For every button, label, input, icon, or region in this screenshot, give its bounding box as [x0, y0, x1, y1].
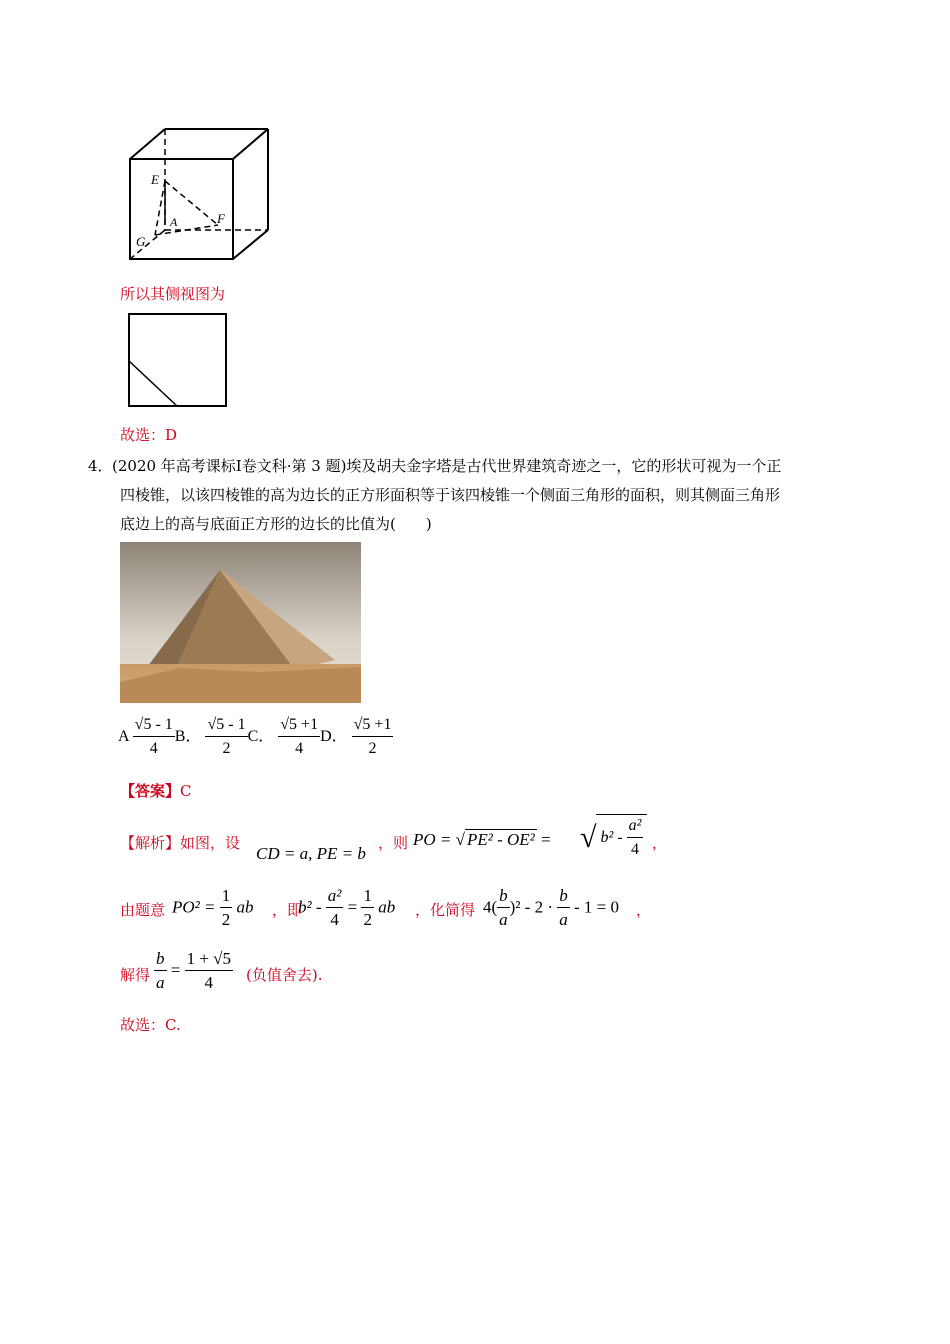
cube-front-face [130, 159, 233, 259]
option-a-label: A [118, 728, 129, 746]
simplified-equation: 4( $\frac{b}{a}$ )² - 2 · $\frac{b}{a}$ - 1 = 0 [483, 886, 620, 929]
b2-expression: b² - $\frac{\text{a²}}{4}$ = $\frac{1}{2}$ ab [298, 886, 396, 929]
label-G: G [136, 234, 146, 249]
pyramid-photo [120, 542, 361, 703]
side-view-text: 所以其侧视图为 [120, 285, 226, 303]
po2-expression: PO² = $\frac{1}{2}$ ab [172, 886, 254, 929]
option-c-label: C． [247, 728, 275, 746]
option-b-label: B． [174, 728, 202, 746]
question-line-3: 底边上的高与底面正方形的边长的比值为( ) [120, 515, 432, 533]
final-choice: 故选：C. [120, 1016, 181, 1034]
option-c-fraction: $\frac{√5 +1}{4}$ [280, 716, 319, 757]
comma-1: ， [652, 834, 668, 852]
ji-text: ，即 [272, 901, 303, 919]
question-line-1: (2020 年高考课标Ⅰ卷文科·第 3 题)埃及胡夫金字塔是古代世界建筑奇迹之一，它的形状可视为一个正 [112, 457, 782, 475]
answer-value: C [180, 782, 192, 800]
cube-diagram [125, 125, 275, 265]
options-row [118, 716, 393, 759]
simplify-text: ，化简得 [415, 901, 476, 919]
answer-line [120, 781, 192, 801]
sqrt-b2-a2-over-4: √ b² - $\frac{\text{a²}}{4}$ [580, 814, 647, 862]
option-d-label: D． [320, 728, 348, 746]
analysis-label: 【解析】 [120, 834, 181, 852]
option-a-fraction: $\frac{√5 - 1}{4}$ [134, 716, 173, 757]
analysis-line2-start: 由题意 [120, 901, 166, 919]
label-E: E [151, 172, 159, 187]
option-d-fraction: $\frac{√5 +1}{2}$ [353, 716, 392, 757]
question-number: 4． [88, 457, 113, 475]
comma-2: ， [636, 901, 652, 919]
analysis-intro: 如图，设 [180, 834, 241, 852]
side-view-diagram [127, 312, 229, 408]
option-b-fraction: $\frac{√5 - 1}{2}$ [207, 716, 246, 757]
analysis-line3-start: 解得 [120, 966, 151, 984]
answer-label: 【答案】 [120, 782, 181, 800]
result-note: (负值舍去). [246, 966, 323, 984]
label-A: A [170, 215, 178, 229]
cd-expression: CD = a, PE = b [256, 844, 366, 863]
label-F: F [217, 211, 225, 226]
question-line-2: 四棱锥，以该四棱锥的高为边长的正方形面积等于该四棱锥一个侧面三角形的面积，则其侧面三角形 [120, 486, 781, 504]
analysis-label-intro [120, 833, 240, 853]
result-expression: $\frac{b}{a}$ = $\frac{1 + √5}{4}$ [156, 949, 232, 992]
po-expression: PO = √ PE² - OE² = [413, 830, 551, 849]
analysis-then: ，则 [378, 834, 409, 852]
choose-d-text: 故选：D [120, 426, 178, 444]
